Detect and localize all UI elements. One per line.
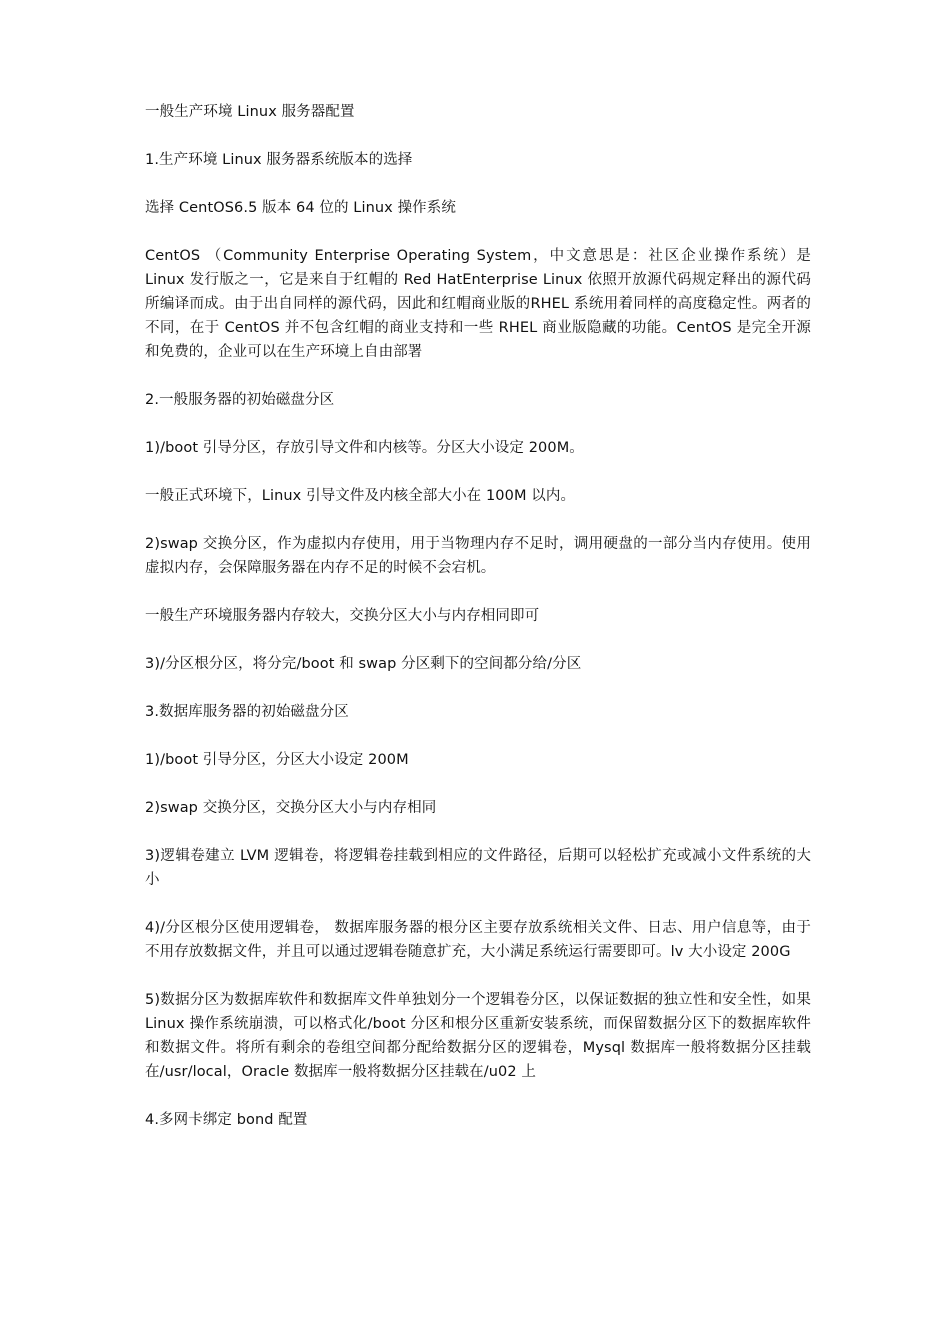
paragraph-db-swap-partition: 2)swap 交换分区，交换分区大小与内存相同 (145, 800, 437, 816)
paragraph-centos-description: CentOS （Community Enterprise Operating System，中文意思是：社区企业操作系统）是 Linux 发行版之一，它是来自于红帽的 Red HatEnterprise Linux 依照开放源代码规定释出的源代码所编译而成。由于出自同样的源代码，因此和红帽商业版的RHEL 系统用着同样的高度稳定性。两者的不同，在于 CentOS 并不包含红帽的商业支持和一些 RHEL 商业版隐藏的功能。CentOS 是完全开源和免费的，企业可以在生产环境上自由部署 (145, 248, 811, 360)
paragraph-db-boot-partition: 1)/boot 引导分区，分区大小设定 200M (145, 752, 409, 768)
section-heading-db-partition: 3.数据库服务器的初始磁盘分区 (145, 704, 349, 720)
paragraph-boot-partition: 1)/boot 引导分区，存放引导文件和内核等。分区大小设定 200M。 (145, 440, 584, 456)
document-title: 一般生产环境 Linux 服务器配置 (145, 104, 355, 120)
paragraph-db-root-partition: 4)/分区根分区使用逻辑卷， 数据库服务器的根分区主要存放系统相关文件、日志、用户信息等，由于不用存放数据文件，并且可以通过逻辑卷随意扩充，大小满足系统运行需要即可。lv 大小设定 200G (145, 920, 811, 960)
section-heading-bond: 4.多网卡绑定 bond 配置 (145, 1112, 308, 1128)
paragraph-lvm: 3)逻辑卷建立 LVM 逻辑卷，将逻辑卷挂载到相应的文件路径，后期可以轻松扩充或减小文件系统的大小 (145, 848, 811, 888)
paragraph-swap-size-note: 一般生产环境服务器内存较大，交换分区大小与内存相同即可 (145, 608, 540, 624)
section-heading-server-partition: 2.一般服务器的初始磁盘分区 (145, 392, 335, 408)
paragraph-boot-size-note: 一般正式环境下，Linux 引导文件及内核全部大小在 100M 以内。 (145, 488, 576, 504)
paragraph-root-partition: 3)/分区根分区，将分完/boot 和 swap 分区剩下的空间都分给/分区 (145, 656, 582, 672)
paragraph-data-partition: 5)数据分区为数据库软件和数据库文件单独划分一个逻辑卷分区，以保证数据的独立性和安全性，如果 Linux 操作系统崩溃，可以格式化/boot 分区和根分区重新安装系统，而保留数据分区下的数据库软件和数据文件。将所有剩余的卷组空间都分配给数据分区的逻辑卷，Mysql 数据库一般将数据分区挂载在/usr/local，Oracle 数据库一般将数据分区挂载在/u02 上 (145, 992, 811, 1080)
document-body (145, 100, 811, 1156)
paragraph-os-choice: 选择 CentOS6.5 版本 64 位的 Linux 操作系统 (145, 200, 456, 216)
section-heading-os-version: 1.生产环境 Linux 服务器系统版本的选择 (145, 152, 413, 168)
paragraph-swap-partition: 2)swap 交换分区，作为虚拟内存使用，用于当物理内存不足时，调用硬盘的一部分当内存使用。使用虚拟内存，会保障服务器在内存不足的时候不会宕机。 (145, 536, 811, 576)
